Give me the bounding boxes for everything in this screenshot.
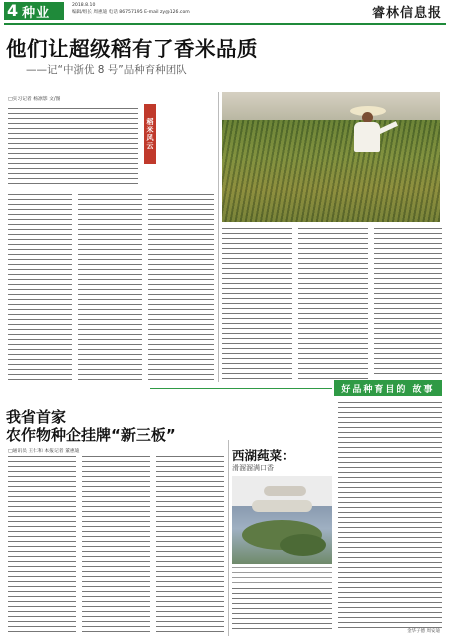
article1-text-column <box>298 228 368 380</box>
article3-photo <box>232 476 332 564</box>
issue-editor: 编辑/组长 周惠迪 电话 86757195 E-mail zy@126.com <box>72 10 190 15</box>
section-ornament <box>334 380 442 396</box>
newspaper-name: 睿林信息报 <box>371 6 442 21</box>
article1-text-column <box>374 228 442 376</box>
article1-byline: □实习记者 杨凛影 文/图 <box>8 97 61 102</box>
article2-text-column <box>8 456 76 632</box>
article2-headline-line1: 我省首家 <box>6 408 67 426</box>
issue-info <box>72 2 190 16</box>
article1-photo <box>222 92 440 222</box>
article3-headline: 西湖莼菜： <box>232 448 295 463</box>
article2-byline: □通讯员 王仁和 本报记者 董惠迪 <box>8 449 80 454</box>
article1-subhead: ——记“中浙优 8 号”品种育种团队 <box>26 64 187 76</box>
article1-abstract <box>8 108 138 188</box>
article2-text-column <box>156 456 224 632</box>
issue-date: 2018.8.10 <box>72 3 96 8</box>
article3-photo-caption <box>232 567 332 583</box>
article3-signature: 金华子德 周安迪 <box>407 629 440 634</box>
article1-sidebar-tab: 稻米风云 <box>144 104 156 164</box>
page-number: 4 <box>7 1 19 20</box>
article1-headline: 他们让超级稻有了香米品质 <box>6 37 258 61</box>
article3-text-column <box>232 588 332 632</box>
section-ornament-label: 好品种育目的 故事 <box>341 384 435 395</box>
column-divider <box>218 92 219 382</box>
masthead <box>0 0 450 22</box>
article1-text-column <box>148 194 214 380</box>
article3-subhead: 滑溜溜满口香 <box>232 464 274 472</box>
article1-text-column <box>222 228 292 380</box>
article1-text-column <box>8 194 72 380</box>
section-divider-line <box>150 388 332 389</box>
masthead-rule <box>4 23 446 25</box>
article2-text-column <box>82 456 150 632</box>
article2-headline-line2: 农作物种企挂牌“新三板” <box>6 426 176 444</box>
section-name: 种业 <box>22 5 51 21</box>
article3-text-column <box>338 402 442 628</box>
column-divider <box>228 440 229 636</box>
page-badge <box>4 2 64 20</box>
article1-text-column <box>78 194 142 380</box>
